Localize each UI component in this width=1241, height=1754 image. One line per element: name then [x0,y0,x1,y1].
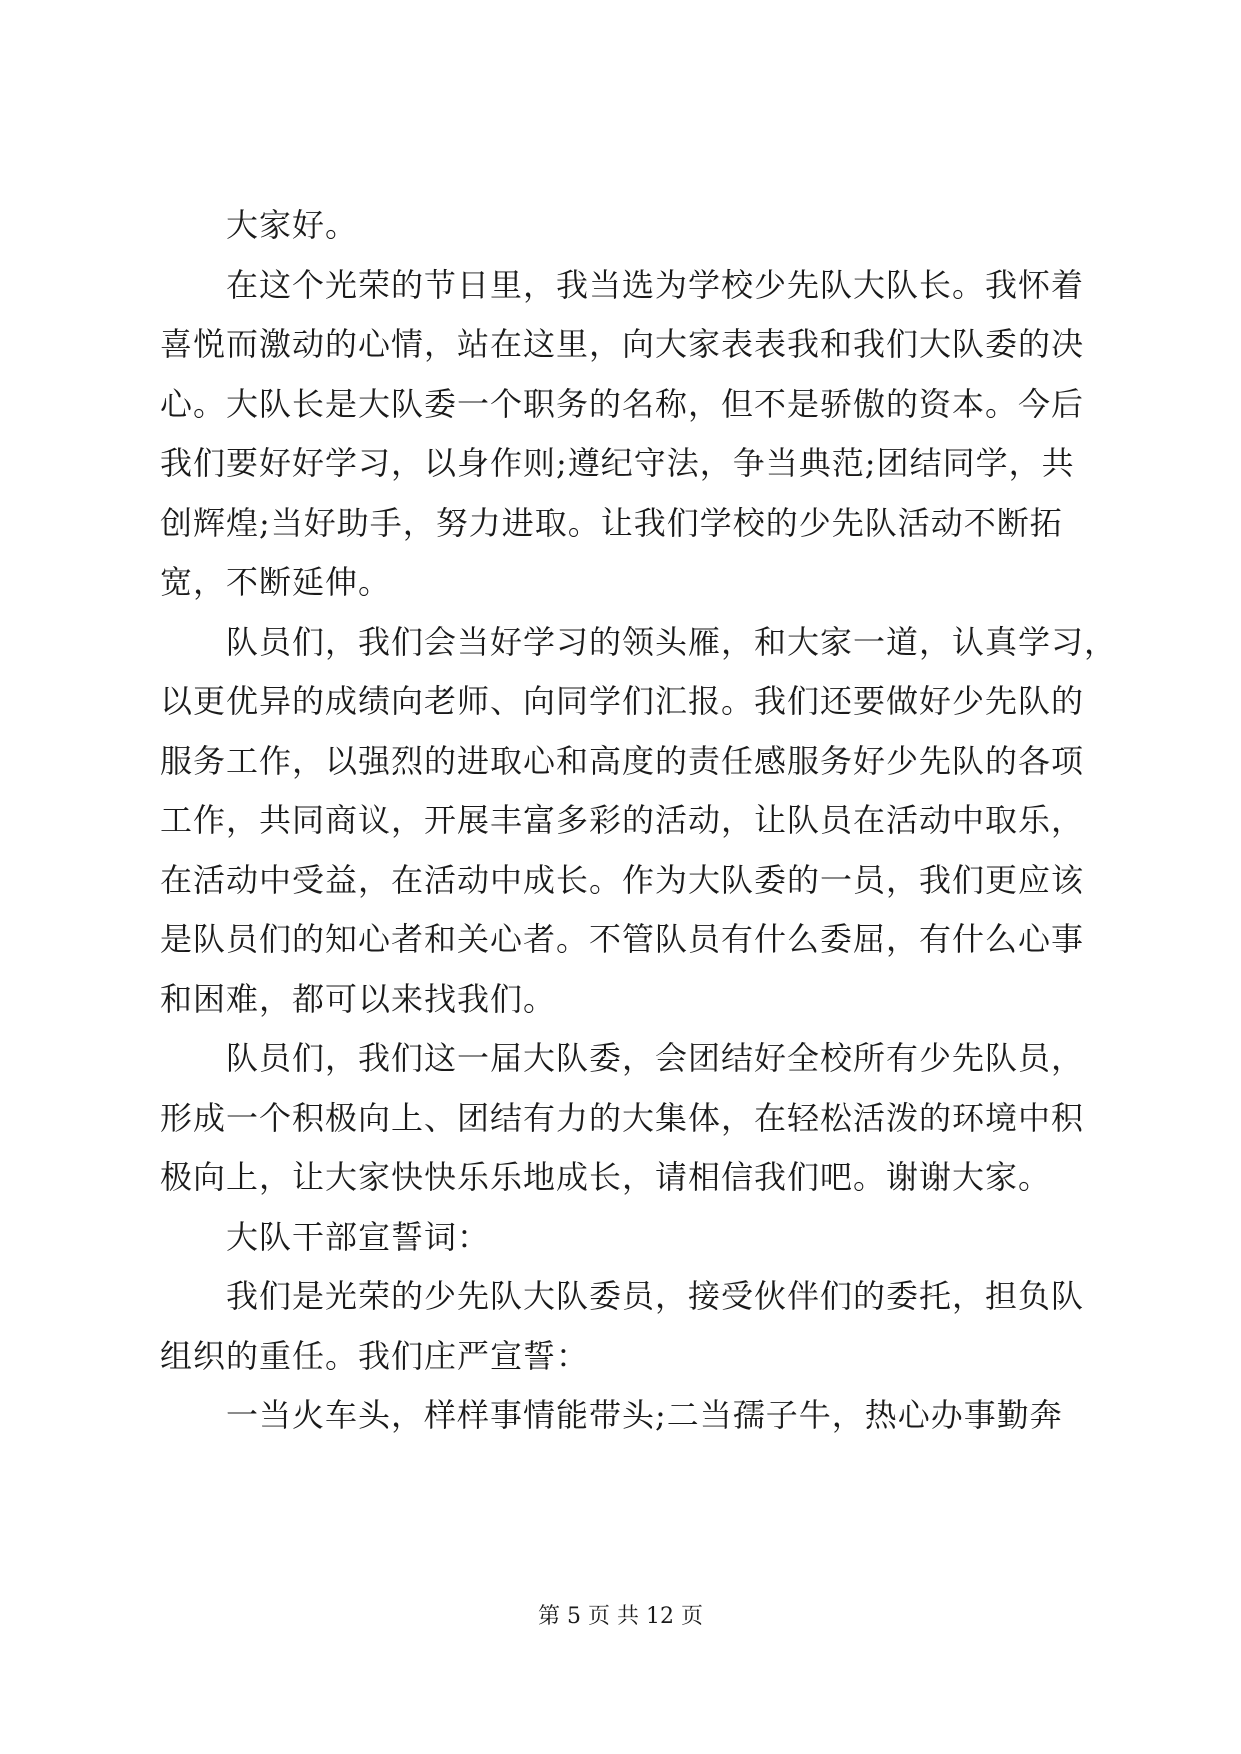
text-line: 在这个光荣的节日里，我当选为学校少先队大队长。我怀着 [160,266,1085,304]
text-line: 一当火车头，样样事情能带头;二当孺子牛，热心办事勤奔 [160,1396,1063,1434]
text-line: 大队干部宣誓词： [160,1218,491,1256]
text-line: 创辉煌;当好助手，努力进取。让我们学校的少先队活动不断拓 [160,504,1063,542]
text-line: 组织的重任。我们庄严宣誓： [160,1337,590,1375]
text-line: 极向上，让大家快快乐乐地成长，请相信我们吧。谢谢大家。 [160,1158,1052,1196]
text-line: 以更优异的成绩向老师、向同学们汇报。我们还要做好少先队的 [160,682,1085,720]
text-line: 和困难，都可以来找我们。 [160,980,557,1018]
text-line: 大家好。 [160,206,359,244]
text-line: 宽，不断延伸。 [160,563,392,601]
text-line: 我们要好好学习，以身作则;遵纪守法，争当典范;团结同学，共 [160,444,1075,482]
text-line: 队员们，我们这一届大队委，会团结好全校所有少先队员， [160,1039,1085,1077]
text-line: 服务工作，以强烈的进取心和高度的责任感服务好少先队的各项 [160,742,1085,780]
page-number-footer: 第 5 页 共 12 页 [538,1604,703,1629]
text-line: 是队员们的知心者和关心者。不管队员有什么委屈，有什么心事 [160,920,1085,958]
text-line: 喜悦而激动的心情，站在这里，向大家表表我和我们大队委的决 [160,325,1085,363]
text-line: 队员们，我们会当好学习的领头雁，和大家一道，认真学习， [160,623,1118,661]
text-line: 形成一个积极向上、团结有力的大集体，在轻松活泼的环境中积 [160,1099,1085,1137]
text-line: 工作，共同商议，开展丰富多彩的活动，让队员在活动中取乐， [160,801,1085,839]
text-line: 我们是光荣的少先队大队委员，接受伙伴们的委托，担负队 [160,1277,1085,1315]
text-line: 心。大队长是大队委一个职务的名称，但不是骄傲的资本。今后 [160,385,1085,423]
text-line: 在活动中受益，在活动中成长。作为大队委的一员，我们更应该 [160,861,1085,899]
